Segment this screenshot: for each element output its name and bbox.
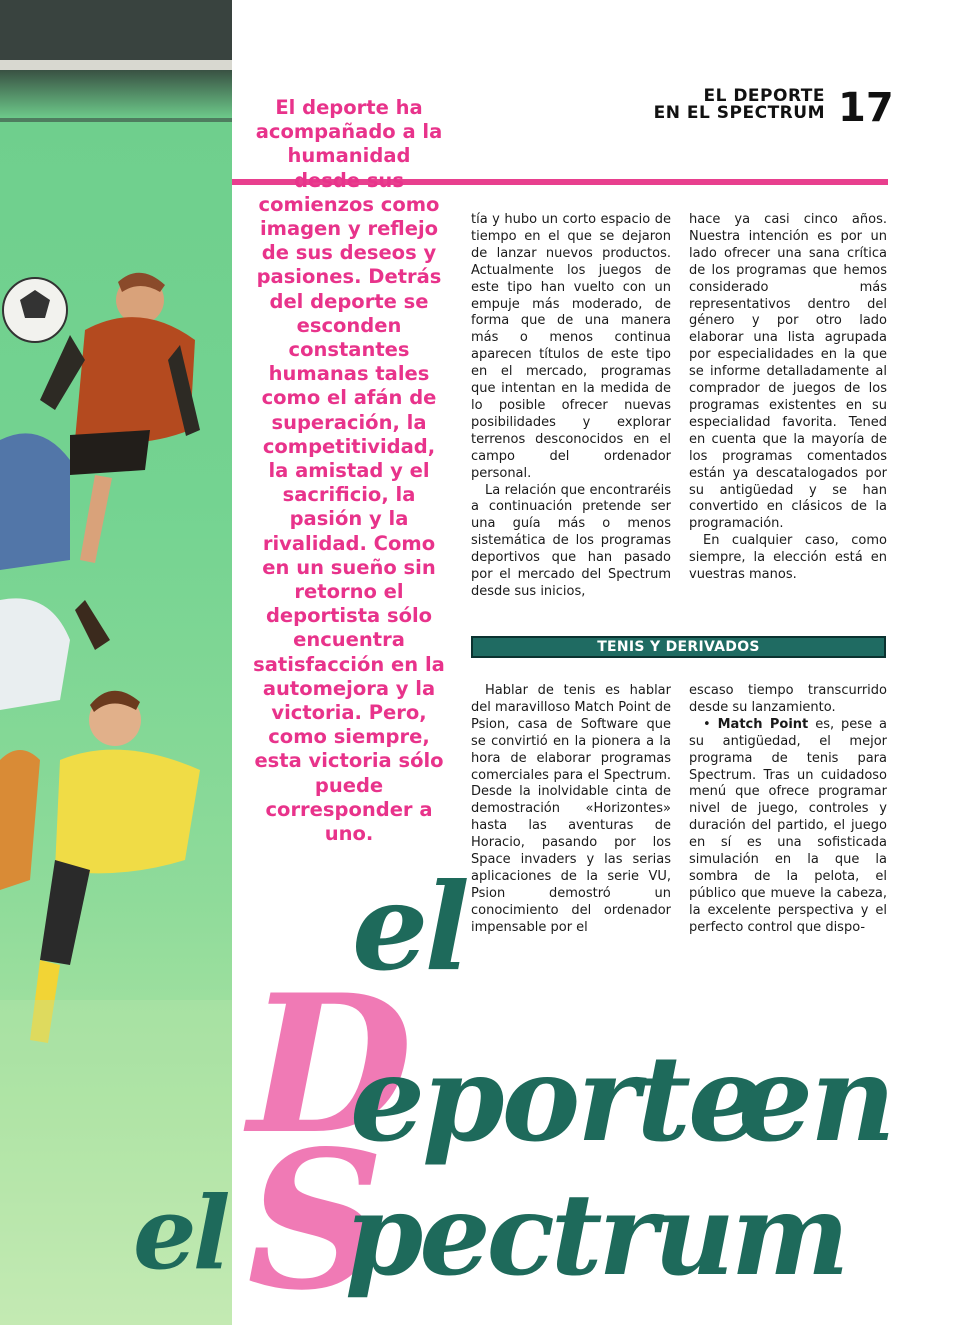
article-paragraph: En cualquier caso, como siempre, la elección está en vuestras manos. [689, 533, 887, 583]
player-shirt-yellow [55, 750, 200, 874]
article-column-4 [689, 683, 887, 937]
intro-line: acompañado a la [240, 120, 458, 144]
intro-line: superación, la [240, 411, 458, 435]
big-title-el: el [352, 857, 466, 998]
big-title-en: en [738, 1029, 893, 1168]
intro-line: sacrificio, la [240, 483, 458, 507]
intro-line: encuentra [240, 628, 458, 652]
article-column-2 [689, 212, 887, 584]
article-column-3 [471, 683, 671, 937]
intro-line: El deporte ha [240, 96, 458, 120]
article-paragraph: escaso tiempo transcurrido desde su lanzamiento. [689, 683, 887, 715]
intro-line: esta victoria sólo [240, 749, 458, 773]
player-shorts [40, 860, 90, 965]
intro-line: constantes [240, 338, 458, 362]
big-title-initial-d: D [248, 953, 413, 1176]
intro-line: como siempre, [240, 725, 458, 749]
player-leg [80, 475, 112, 563]
section-heading: TENIS Y DERIVADOS [471, 636, 886, 658]
article-paragraph: La relación que encontraréis a continuación pretende ser una guía más o menos sistemática de los programas deportivos que han pasado por el mercado del Spectrum desde sus inicios, [471, 482, 671, 599]
article-text: es, pese a su antigüedad, el mejor programa de tenis para Spectrum. Tras un cuidadoso menú que ofrece programar nivel de juego, controles y duración del partido, el juego en sí es una sofisticada simulación en la que la sombra de la pelota, el público que mueve la cabeza, la excelente perspectiva y el perfecto control que dispo- [689, 716, 887, 935]
intro-line: imagen y reflejo [240, 217, 458, 241]
intro-line: humanas tales [240, 362, 458, 386]
illustration-drawing [0, 0, 232, 1325]
intro-line: satisfacción en la [240, 653, 458, 677]
intro-line: deportista sólo [240, 604, 458, 628]
intro-line: uno. [240, 822, 458, 846]
article-paragraph: hace ya casi cinco años. Nuestra intención es por un lado ofrecer una sana crítica de los programas que hemos considerado más representativos dentro del género y por otro lado elaborar una lista agrupada por especialidades en la que se informe detalladamente al comprador de juegos de los programas existentes en su especialidad favorita. Tened en cuenta que la mayoría de los programas comentados están ya descatalogados por su antigüedad y se han convertido en clásicos de la programación. [689, 212, 887, 532]
article-paragraph: Hablar de tenis es hablar del maravilloso Match Point de Psion, casa de Software que se convirtió en la pionera a la hora de elaborar programas comerciales para el Spectrum. Desde la inolvidable cinta de demostración «Horizontes» hasta las aventuras de Horacio, pasando por los Space invaders y las serias aplicaciones de la serie VU, Psion demostró un conocimiento del ordenador impensable por el [471, 683, 671, 935]
intro-line: desde sus [294, 168, 404, 192]
intro-line: comienzos como [240, 193, 458, 217]
header-title [654, 88, 825, 122]
stadium-stand [0, 0, 232, 60]
player-shirt-white [0, 598, 70, 710]
intro-line: retorno el [240, 580, 458, 604]
big-title-initial-s: S [247, 1109, 385, 1332]
player-arm [40, 335, 85, 410]
intro-line: rivalidad. Como [240, 532, 458, 556]
player-shorts [70, 430, 150, 475]
intro-line: esconden [240, 314, 458, 338]
intro-line: corresponder a [240, 798, 458, 822]
big-title-el-second: el [133, 1174, 227, 1292]
article-paragraph: tía y hubo un corto espacio de tiempo en el que se dejaron de lanzar nuevos productos. Actualmente los juegos de este tipo han vuelto con un empuje más moderado, de forma que de una manera más o menos continua aparecen títulos de este tipo en el mercado, programas que intentan en la medida de lo posible ofrecer nuevas posibilidades y explorar terrenos desconocidos en el campo del ordenador personal. [471, 212, 671, 481]
intro-line: como el afán de [240, 386, 458, 410]
football-illustration [0, 0, 232, 1325]
page-number: 17 [838, 85, 894, 131]
player-boot [75, 600, 110, 650]
intro-line: puede [240, 774, 458, 798]
intro-line: automejora y la [240, 677, 458, 701]
intro-line: en un sueño sin [240, 556, 458, 580]
big-title-eporte: eporte [350, 1029, 761, 1168]
intro-line: del deporte se [240, 290, 458, 314]
intro-line: pasión y la [240, 507, 458, 531]
bullet-icon: • [703, 716, 711, 732]
intro-line: de sus deseos y [240, 241, 458, 265]
intro-line: la amistad y el [240, 459, 458, 483]
game-title: Match Point [717, 716, 809, 732]
pitch-line [0, 118, 232, 122]
header-title-line1: EL DEPORTE [703, 86, 825, 106]
intro-line: competitividad, [240, 435, 458, 459]
article-paragraph [689, 717, 887, 937]
header-title-line2: EN EL SPECTRUM [653, 103, 825, 123]
player-shirt-orange [0, 750, 40, 890]
article-column-1 [471, 212, 671, 601]
intro-text [240, 96, 458, 846]
player-shirt-blue [0, 433, 70, 570]
intro-line: victoria. Pero, [240, 701, 458, 725]
big-title-pectrum: pectrum [345, 1170, 846, 1301]
stadium-wall [0, 60, 232, 70]
intro-line: pasiones. Detrás [240, 265, 458, 289]
intro-line: humanidad [240, 144, 458, 168]
